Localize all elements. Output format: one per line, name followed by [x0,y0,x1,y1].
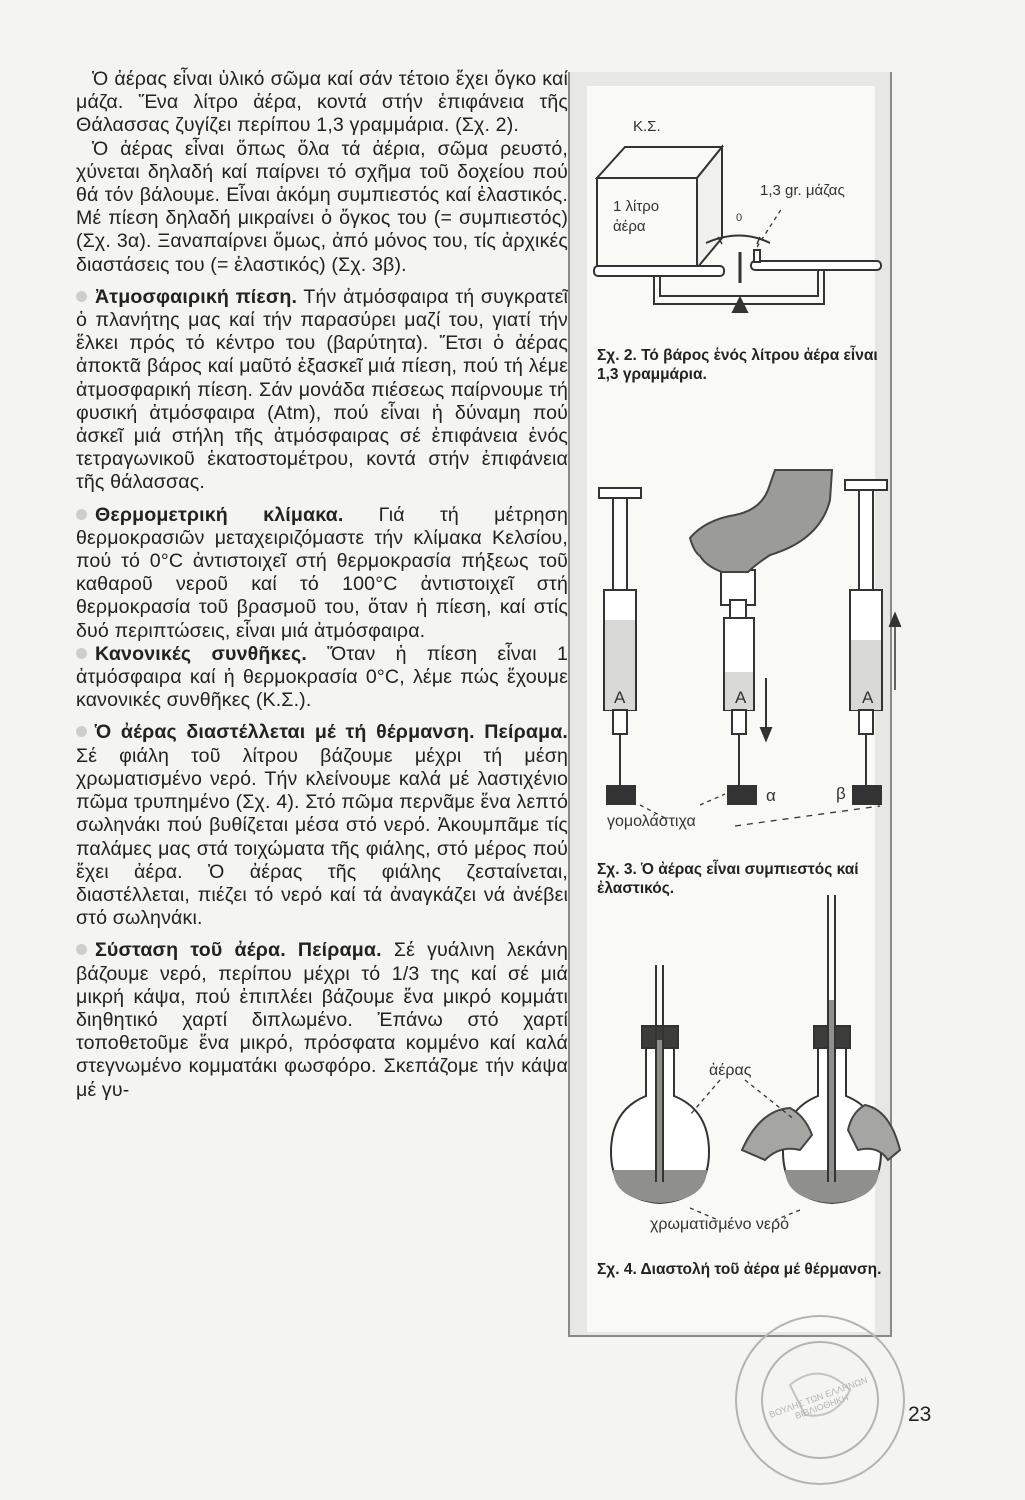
section-heading: Ὁ ἀέρας διαστέλλεται μέ τή θέρμανση. Πείραμα. [95,721,568,744]
section-heading: Κανονικές συνθῆκες. [95,642,307,665]
section-body: Γιά τή μέτρηση θερμοκρασιῶν μεταχειριζόμαστε τήν κλίμακα Κελσίου, πού τό 0°C ἀντιστοιχεῖ στή θερμοκρασία πήξεως τοῦ καθαροῦ νεροῦ καί τό 100°C ἀντιστοιχεῖ στή θερμοκρασία τοῦ βρασμοῦ του, ὅταν ἡ πίεση, καί στίς δυό περιπτώσεις, εἶναι μιά ἀτμόσφαιρα. [76,503,568,642]
paragraph-fluid: Ὁ ἀέρας εἶναι ὅπως ὅλα τά ἀέρια, σῶμα ρευστό, χύνεται δηλαδή καί παίρνει τό σχῆμα τοῦ δοχείου πού θά τόν βάλουμε. Εἶναι ἀκόμη συμπιεστός καί ἐλαστικός. Μέ πίεση δηλαδή μικραίνει ὁ ὄγκος του (= συμπιεστός) (Σχ. 3α). Ξαναπαίρνει ὅμως, ἀπό μόνος του, τίς ἀρχικές διαστάσεις του (= ἐλαστικός) (Σχ. 3β). [76,137,568,276]
fig2-ks-label: Κ.Σ. [633,118,661,135]
section-body: Σέ γυάλινη λεκάνη βάζουμε νερό, περίπου μέχρι τό 1/3 της καί σέ μιά μικρή κάψα, πού ἐπιπλέει βάζουμε ἕνα μικρό κομμάτι διηθητικό χαρτί διπλωμένο. Ἐπάνω στό χαρτί τοποθετοῦμε ἕνα μικρό, πρόσφατα κομμένο καί καλά στεγνωμένο κομματάκι φωσφόρο. Σκεπάζομε τήν κάψα μέ γυ- [76,939,568,1101]
section-body: Ὅταν ἡ πίεση εἶναι 1 ἀτμόσφαιρα καί ἡ θερμοκρασία 0°C, λέμε πώς ἔχουμε κανονικές συνθῆκες (Κ.Σ.). [76,642,569,712]
fig3-caption: Σχ. 3. Ὁ ἀέρας εἶναι συμπιεστός καί ἐλαστικός. [597,861,859,897]
fig3-label-a3: A [862,688,874,707]
fig4-air-label: ἀέρας [709,1062,752,1079]
fig3-syringes-drawing [599,470,900,826]
page-number: 23 [908,1403,932,1426]
fig3-label-a1: A [614,688,626,707]
fig3-label-alpha: α [766,786,776,805]
fig2-box-label-2: ἀέρα [613,218,646,235]
fig2-box-label-1: 1 λίτρο [613,198,660,215]
section-heading: Ἀτμοσφαιρική πίεση. [95,285,298,308]
section-heading: Θερμομετρική κλίμακα. [95,503,344,526]
section-body: Σέ φιάλη τοῦ λίτρου βάζουμε μέχρι τή μέση χρωματισμένο νερό. Τήν κλείνουμε καλά μέ λαστιχένιο πῶμα τρυπημένο (Σχ. 4). Στό πῶμα περνᾶμε ἕνα λεπτό σωληνάκι πού βυθίζεται μέσα στό νερό. Ἀκουμπᾶμε τίς παλάμες μας στά τοιχώματα τῆς φιάλης, στό μέρος πού ἔχει ἀέρα. Ὁ ἀέρας τῆς φιάλης ζεσταίνεται, διαστέλλεται, πιέζει τό νερό καί τά ἀναγκάζει νά ἀνέβει στό σωληνάκι. [76,744,568,930]
fig3-rubber-label: γομολάστιχα [607,813,696,830]
fig4-water-label: χρωματισμένο νερό [650,1216,790,1233]
fig3-label-beta: β [836,784,846,803]
section-heading: Σύσταση τοῦ ἀέρα. Πείραμα. [95,939,382,962]
fig2-caption: Σχ. 2. Τό βάρος ἑνός λίτρου ἀέρα εἶναι 1,3 γραμμάρια. [597,347,878,383]
fig2-scale-zero: 0 [736,212,743,224]
stamp-text: ΒΟΥΛΗΣ ΤΩΝ ΕΛΛΗΝΩΝ ΒΙΒΛΙΟΘΗΚΗ [767,1374,869,1421]
fig4-flasks-drawing [611,895,900,1220]
fig2-mass-label: 1,3 gr. μάζας [760,182,845,199]
paragraph-intro: Ὁ ἀέρας εἶναι ὑλικό σῶμα καί σάν τέτοιο ἔχει ὄγκο καί μάζα. Ἕνα λίτρο ἀέρα, κοντά στήν ἐπιφάνεια τῆς Θάλασσας ζυγίζει περίπου 1,3 γραμμάρια. (Σχ. 2). [76,68,568,137]
section-body: Τήν ἀτμόσφαιρα τή συγκρατεῖ ὁ πλανήτης μας καί τήν παρασύρει μαζί του, γιατί τήν ἕλκει πρός τό κέντρο του (βαρύτητα). Ἔτσι ὁ ἀέρας ἀποκτᾶ βάρος καί μαῦτό ἐξασκεῖ μιά πίεση, πού τή λέμε ἀτμοσφαρική πίεση. Σάν μονάδα πιέσεως παίρνουμε τή φυσική ἀτμόσφαιρα (Atm), πού εἶναι ἡ δύναμη πού ἀσκεῖ μιά στήλη τῆς ἀτμόσφαιρας σέ ἐπιφάνεια ἑνός τετραγωνικοῦ ἑκατοστομέτρου, κοντά στήν ἐπιφάνεια τῆς θάλασσας. [76,285,568,494]
fig3-label-a2: A [735,688,747,707]
fig4-caption: Σχ. 4. Διαστολή τοῦ ἀέρα μέ θέρμανση. [597,1261,882,1278]
